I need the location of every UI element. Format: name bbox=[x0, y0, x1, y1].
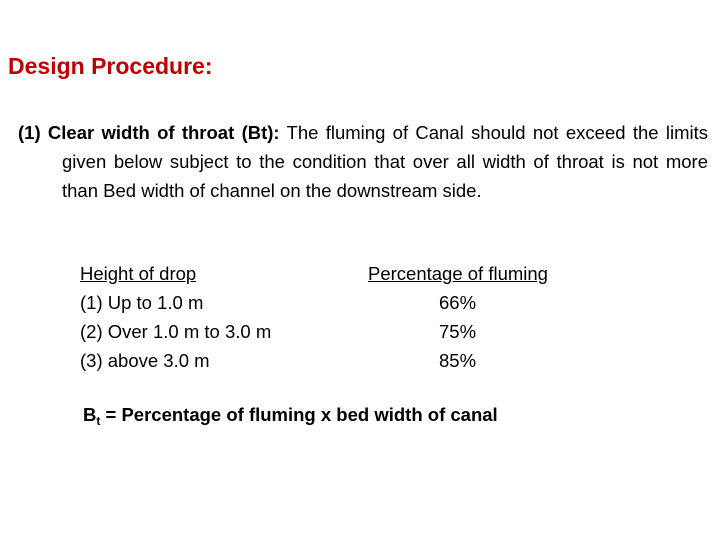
table-header-height: Height of drop bbox=[80, 263, 197, 284]
table-cell-height: (3) above 3.0 m bbox=[80, 350, 210, 371]
drop-height-column bbox=[80, 259, 350, 375]
table-cell-height: (1) Up to 1.0 m bbox=[80, 292, 204, 313]
paragraph-lead: (1) Clear width of throat (Bt): bbox=[18, 122, 280, 143]
table-header-percentage: Percentage of fluming bbox=[368, 263, 548, 284]
throat-width-formula bbox=[83, 404, 498, 428]
formula-symbol: B bbox=[83, 404, 97, 425]
slide-title: Design Procedure: bbox=[8, 53, 213, 79]
paragraph-body: The fluming of Canal should not exceed the limits given below subject to the condition that over all width of throat is not more than Bed width of channel on the downstream side. bbox=[62, 122, 708, 201]
table-cell-height: (2) Over 1.0 m to 3.0 m bbox=[80, 321, 272, 342]
table-cell-percentage: 75% bbox=[439, 321, 477, 342]
throat-width-paragraph bbox=[18, 118, 708, 205]
fluming-percentage-column bbox=[368, 259, 608, 375]
table-cell-percentage: 85% bbox=[439, 350, 477, 371]
formula-subscript: t bbox=[96, 414, 101, 428]
formula-text: = Percentage of fluming x bed width of canal bbox=[100, 404, 498, 425]
table-cell-percentage: 66% bbox=[439, 292, 477, 313]
